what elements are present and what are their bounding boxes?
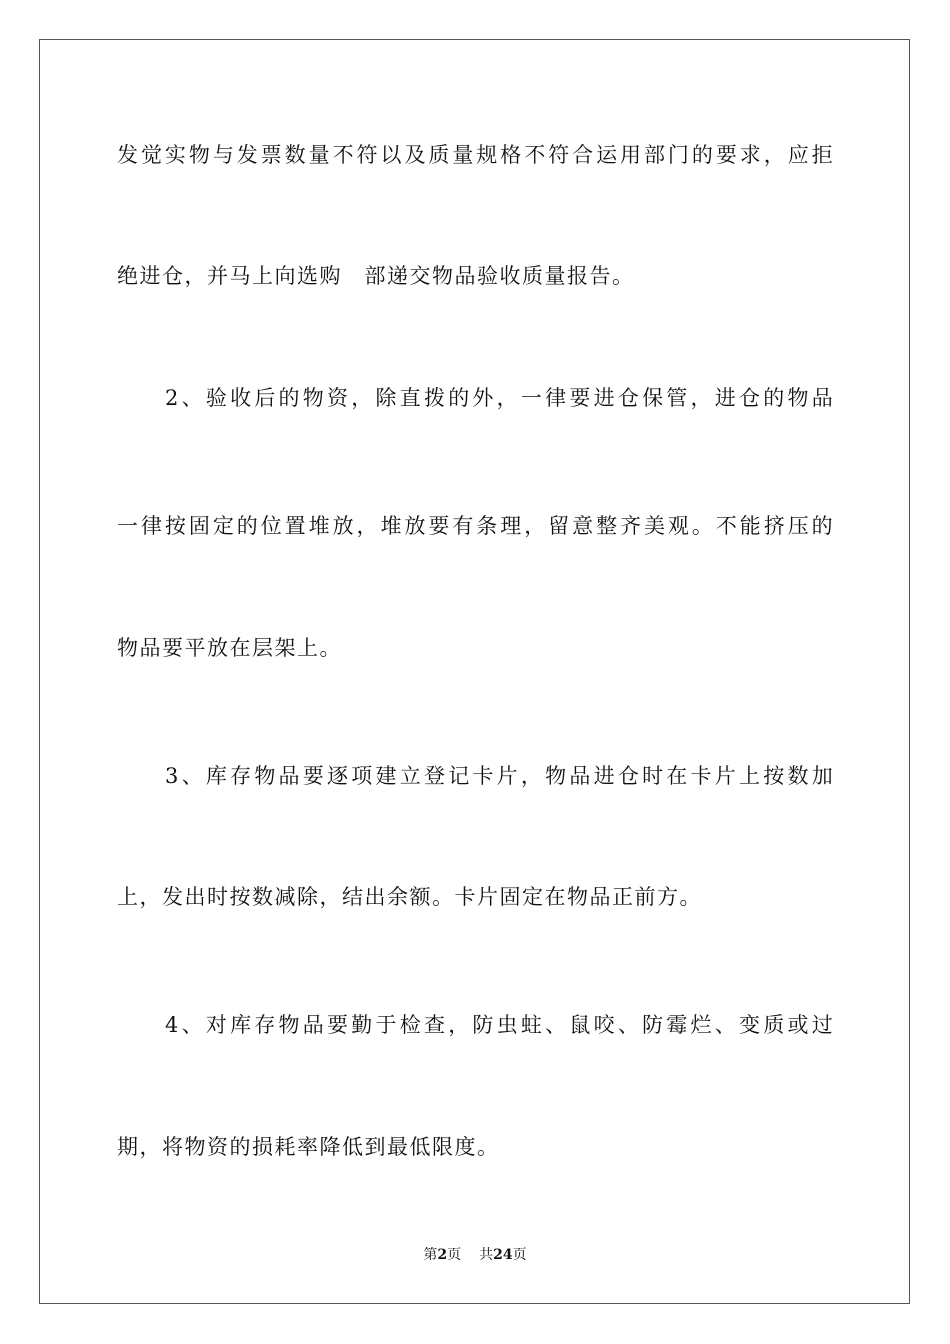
text-line-3: 2 、 验 收 后 的 物 资 ， 除 直 拨 的 外 ， 一 律 要 进 仓 保 管 ， 进 仓 的 物 品 [165, 386, 833, 410]
footer-page-suffix: 页 [447, 1247, 462, 1263]
footer-total-pages: 24 [493, 1247, 513, 1263]
footer-total-prefix: 共 [479, 1247, 494, 1263]
page-footer [0, 1246, 950, 1264]
text-line-9: 期，将物资的损耗率降低到最低限度。 [117, 1135, 500, 1159]
footer-page-number: 2 [437, 1247, 448, 1263]
text-line-7: 上，发出时按数减除，结出余额。卡片固定在物品正前方。 [117, 885, 702, 909]
text-line-1: 发 觉 实 物 与 发 票 数 量 不 符 以 及 质 量 规 格 不 符 合 运 用 部 门 的 要 求 ， 应 拒 [117, 143, 833, 167]
text-line-4: 一 律 按 固 定 的 位 置 堆 放 ， 堆 放 要 有 条 理 ， 留 意 整 齐 美 观 。 不 能 挤 压 的 [117, 514, 833, 538]
page-frame [39, 39, 910, 1304]
footer-total-suffix: 页 [512, 1247, 527, 1263]
footer-page-prefix: 第 [423, 1247, 438, 1263]
text-line-2: 绝进仓，并马上向选购 部递交物品验收质量报告。 [117, 264, 635, 288]
text-line-6: 3 、 库 存 物 品 要 逐 项 建 立 登 记 卡 片 ， 物 品 进 仓 时 在 卡 片 上 按 数 加 [165, 764, 833, 788]
text-line-8: 4 、 对 库 存 物 品 要 勤 于 检 查 ， 防 虫 蛀 、 鼠 咬 、 防 霉 烂 、 变 质 或 过 [165, 1013, 833, 1037]
text-line-5: 物品要平放在层架上。 [117, 636, 342, 660]
